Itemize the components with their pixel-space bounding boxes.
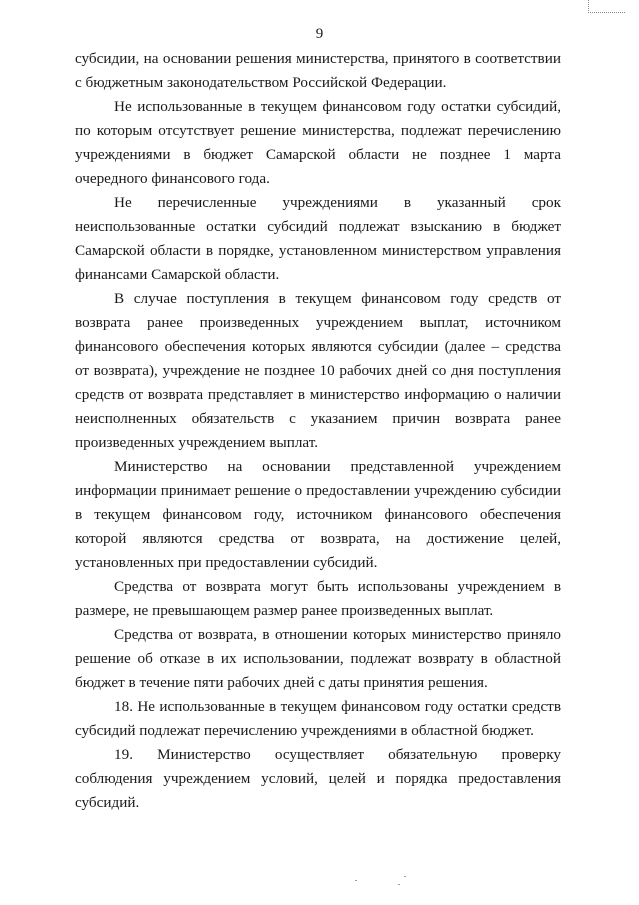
paragraph: Средства от возврата могут быть использованы учреждением в размере, не превышающем размер ранее произведенных выплат. — [75, 578, 561, 619]
scan-speck — [355, 880, 357, 881]
paragraph: Средства от возврата, в отношении которых министерство приняло решение об отказе в их использовании, подлежат возврату в областной бюджет в течение пяти рабочих дней с даты принятия решения. — [75, 626, 561, 691]
paragraph: Министерство на основании представленной учреждением информации принимает решение о предоставлении учреждению субсидии в текущем финансовом году, источником финансового обеспечения которой являются средства от возврата, на достижение целей, установленных при предоставлении субсидий. — [75, 458, 561, 571]
paragraph-continued: субсидии, на основании решения министерства, принятого в соответствии с бюджетным законодательством Российской Федерации. — [75, 50, 561, 91]
paragraph: Не использованные в текущем финансовом году остатки субсидий, по которым отсутствует решение министерства, подлежат перечислению учреждениями в бюджет Самарской области не позднее 1 марта очередного финансового года. — [75, 98, 561, 187]
scan-speck — [404, 876, 406, 877]
scan-speck — [398, 884, 400, 885]
paragraph: Не перечисленные учреждениями в указанный срок неиспользованные остатки субсидий подлежат взысканию в бюджет Самарской области в порядке, установленном министерством управления финансами Самарской области. — [75, 194, 561, 283]
paragraph: В случае поступления в текущем финансовом году средств от возврата ранее произведенных учреждением выплат, источником финансового обеспечения которых являются субсидии (далее – средства от возврата), учреждение не позднее 10 рабочих дней со дня поступления средств от возврата представляет в министерство информацию о наличии неисполненных обязательств с указанием причин возврата ранее произведенных учреждением выплат. — [75, 290, 561, 451]
paragraph-item-19: 19. Министерство осуществляет обязательную проверку соблюдения учреждением условий, целей и порядка предоставления субсидий. — [75, 746, 561, 811]
document-body — [75, 47, 561, 815]
scan-corner-mark — [588, 0, 625, 13]
paragraph-item-18: 18. Не использованные в текущем финансовом году остатки средств субсидий подлежат перечислению учреждениями в областной бюджет. — [75, 698, 561, 739]
page-number: 9 — [315, 26, 324, 42]
